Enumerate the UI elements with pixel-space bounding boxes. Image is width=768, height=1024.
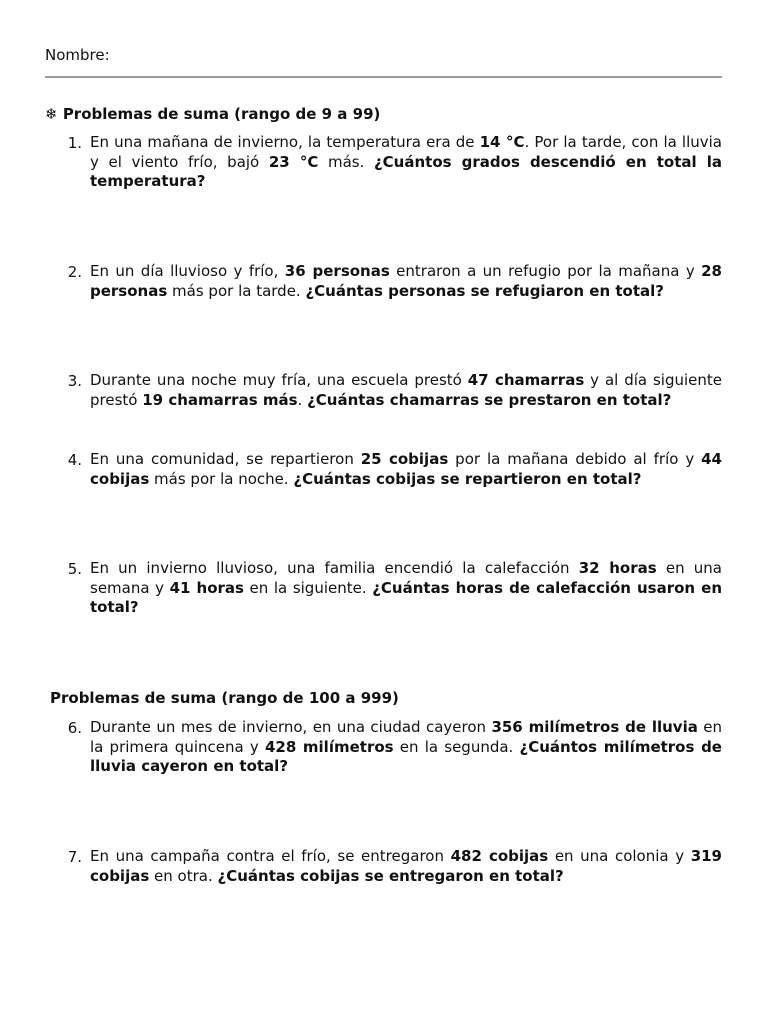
problem-number: 5. (67, 560, 82, 578)
problem-1 (45, 133, 722, 192)
problem-text-bold: 319 cobijas (90, 847, 722, 885)
problem-5 (45, 559, 722, 618)
problem-text-bold: 14 °C (479, 133, 525, 151)
problem-text-bold: ¿Cuántas chamarras se prestaron en total? (307, 390, 672, 409)
problem-number: 6. (67, 719, 82, 737)
problem-text-bold: ¿Cuántas cobijas se entregaron en total? (217, 866, 564, 885)
problem-text-segment: Durante una noche muy fría, una escuela prestó (90, 371, 468, 389)
problem-text-segment: por la mañana debido al frío y (448, 450, 702, 468)
problem-text-segment: y al día siguiente prestó (90, 371, 723, 409)
problem-text (90, 559, 722, 618)
problem-text-segment: en la primera quincena y (90, 718, 722, 756)
problem-text (90, 718, 722, 777)
problem-text-segment: entraron a un refugio por la mañana y (389, 262, 702, 280)
problem-text-segment: En una mañana de invierno, la temperatura era de (90, 133, 480, 151)
problem-text-segment: en otra. (149, 866, 218, 885)
problem-2 (45, 262, 722, 301)
section-heading-1 (45, 104, 380, 124)
problem-number: 2. (67, 263, 82, 281)
problem-text-bold: 428 milímetros (264, 737, 394, 756)
problem-text-bold: 19 chamarras más (142, 390, 298, 409)
problem-text (90, 371, 722, 410)
problem-text-segment: En una campaña contra el frío, se entregaron (90, 847, 451, 865)
problem-text-bold: 25 cobijas (360, 450, 449, 468)
section-heading-2 (50, 688, 399, 708)
problem-text-segment: en la segunda. (393, 737, 520, 756)
name-line (45, 76, 722, 78)
problem-text (90, 847, 722, 886)
problem-text-bold: ¿Cuántos grados descendió en total la temperatura? (90, 152, 722, 190)
snowflake-icon: ❄ (45, 105, 58, 123)
section-title-2: Problemas de suma (rango de 100 a 999) (50, 689, 399, 707)
problem-text-bold: 356 milímetros de lluvia (491, 718, 698, 736)
problem-text (90, 133, 722, 192)
problem-text-bold: ¿Cuántos milímetros de lluvia cayeron en total? (90, 737, 722, 775)
section-title-1: Problemas de suma (rango de 9 a 99) (62, 105, 381, 123)
problem-text-bold: 47 chamarras (467, 371, 585, 389)
problem-number: 7. (67, 848, 82, 866)
problem-text (90, 262, 722, 301)
problem-7 (45, 847, 722, 886)
problem-text-segment: En un invierno lluvioso, una familia encendió la calefacción (90, 559, 579, 577)
problem-text-segment: En un día lluvioso y frío, (90, 262, 285, 280)
problem-text-segment: Durante un mes de invierno, en una ciudad cayeron (90, 718, 492, 736)
problem-number: 4. (67, 451, 82, 469)
problem-text-segment: en una semana y (90, 559, 723, 597)
problem-text-segment: en la siguiente. (243, 578, 373, 597)
problem-text-bold: 32 horas (578, 559, 657, 577)
problem-6 (45, 718, 722, 777)
problem-text-bold: 41 horas (169, 578, 244, 597)
problem-text-segment: más por la tarde. (167, 281, 306, 300)
problem-4 (45, 450, 722, 489)
problem-text-bold: 28 personas (90, 262, 722, 300)
problem-number: 3. (67, 372, 82, 390)
problem-text-segment: más por la noche. (149, 469, 294, 488)
problem-text-bold: ¿Cuántas cobijas se repartieron en total? (293, 469, 642, 488)
problem-text-bold: ¿Cuántas personas se refugiaron en total? (305, 281, 664, 300)
problem-text-segment: en una colonia y (548, 847, 691, 865)
problem-text-bold: 482 cobijas (450, 847, 549, 865)
problem-text-bold: 36 personas (284, 262, 390, 280)
problem-text-segment: . Por la tarde, con la lluvia y el viento frío, bajó (90, 133, 722, 171)
problem-3 (45, 371, 722, 410)
name-label: Nombre: (45, 46, 110, 64)
problem-text-segment: . (297, 390, 308, 409)
problem-text-segment: En una comunidad, se repartieron (90, 450, 361, 468)
problem-number: 1. (67, 134, 82, 152)
problem-text-bold: ¿Cuántas horas de calefacción usaron en total? (90, 578, 723, 616)
problem-text-bold: 44 cobijas (90, 450, 722, 488)
problem-text-segment: más. (318, 152, 374, 171)
problem-text (90, 450, 722, 489)
problem-text-bold: 23 °C (268, 152, 319, 171)
